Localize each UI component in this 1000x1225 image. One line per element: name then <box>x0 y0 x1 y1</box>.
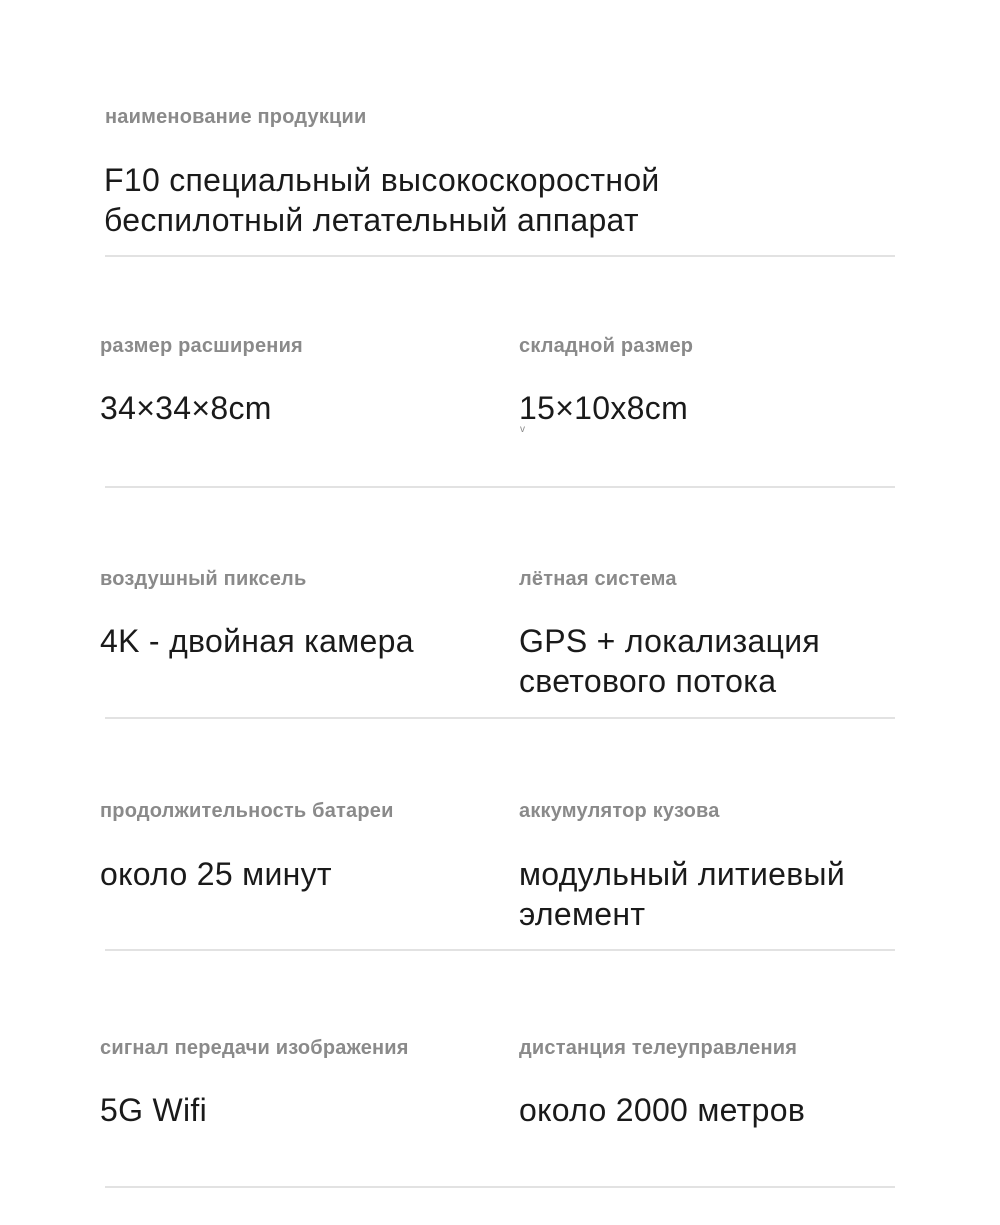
folded-size-mark: v <box>520 424 525 435</box>
folded-size-value: 15×10x8cm <box>519 390 689 426</box>
product-name-label: наименование продукции <box>105 106 367 128</box>
battery-life-value: около 25 минут <box>100 856 332 892</box>
flight-system-value-line-1: GPS + локализация <box>519 623 821 659</box>
divider <box>105 1186 895 1188</box>
divider <box>105 717 895 719</box>
expanded-size-label: размер расширения <box>100 335 303 357</box>
aerial-pixel-label: воздушный пиксель <box>100 568 307 590</box>
battery-life-label: продолжительность батареи <box>100 800 394 822</box>
body-battery-value-line-2: элемент <box>519 896 646 932</box>
remote-distance-value: около 2000 метров <box>519 1092 806 1128</box>
product-name-line-1: F10 специальный высокоскоростной <box>104 162 660 198</box>
flight-system-label: лётная система <box>519 568 677 590</box>
remote-distance-label: дистанция телеуправления <box>519 1037 798 1059</box>
flight-system-value <box>519 621 820 701</box>
image-transmission-value: 5G Wifi <box>100 1092 207 1128</box>
aerial-pixel-value: 4K - двойная камера <box>100 623 414 659</box>
product-name-line-2: беспилотный летательный аппарат <box>104 202 639 238</box>
divider <box>105 255 895 257</box>
flight-system-value-line-2: светового потока <box>519 663 777 699</box>
expanded-size-value: 34×34×8cm <box>100 390 272 426</box>
product-name <box>104 160 660 240</box>
folded-size-label: складной размер <box>519 335 694 357</box>
divider <box>105 486 895 488</box>
body-battery-label: аккумулятор кузова <box>519 800 720 822</box>
body-battery-value-line-1: модульный литиевый <box>519 856 845 892</box>
image-transmission-label: сигнал передачи изображения <box>100 1037 409 1059</box>
divider <box>105 949 895 951</box>
body-battery-value <box>519 854 845 934</box>
